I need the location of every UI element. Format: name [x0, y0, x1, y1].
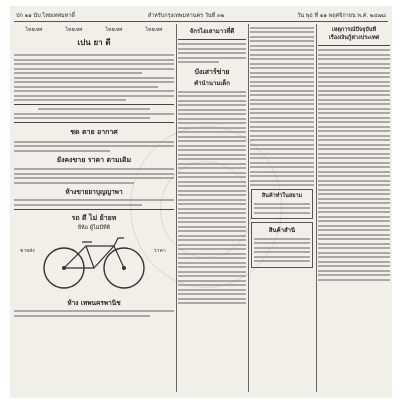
article-body — [250, 27, 314, 187]
bicycle-heading: รถ ดี ไม่ ย้ายท — [71, 212, 117, 222]
price-label: ไทยเทศ — [145, 27, 163, 33]
shop-text — [14, 199, 174, 206]
masthead-left: ปก ๒๑ นับ ไทยเทศมหาดิ์ — [16, 12, 75, 19]
bicycle-subheading: ยี่ห้อ ผู้ไม่มีที่ติ — [77, 224, 111, 231]
article-text — [178, 43, 246, 63]
ad-title: เปน ยา ดี — [77, 37, 111, 47]
bicycle-illustration — [14, 232, 174, 294]
ad-box-heading: สินค้าทำในสยาม — [261, 193, 303, 199]
shop-name: ห้างขายยาบุญญาพา — [65, 187, 123, 196]
sub-heading: ยังคงขาย ราคา ตามเดิม — [56, 154, 132, 164]
price-label: ไทยเทศ — [65, 27, 83, 33]
column-divider — [316, 24, 317, 392]
sub-text — [14, 168, 174, 184]
svg-text:ราคา: ราคา — [154, 247, 166, 254]
notice-text — [14, 108, 174, 119]
masthead-center: สำหรับกรุงเทพมหานคร วันที่ ๓๒ — [147, 12, 225, 19]
column-heading: เหตุการณ์ปัจจุบันที่ — [331, 27, 377, 33]
masthead-rule — [14, 21, 388, 22]
bicycle-text — [14, 310, 174, 317]
section-text — [14, 141, 174, 152]
column-4 — [318, 24, 390, 394]
column-3 — [250, 24, 314, 394]
article-subheading: คำนำนามเด็ก — [194, 80, 230, 87]
price-label: ไทยเทศ — [105, 27, 123, 33]
ad-body-text — [14, 54, 174, 101]
article-body — [318, 49, 390, 281]
column-heading: จักรไอเสามาวที่ดี — [189, 28, 235, 35]
masthead-right: วัน พุธ ที่ ๑๑ พฤศจิกายน พ.ศ. ๒๔๗๘ — [297, 12, 386, 19]
column-divider — [176, 24, 177, 392]
column-1 — [14, 24, 174, 394]
section-heading: ชด ตาย อากาศ — [70, 127, 118, 136]
svg-text:ขายส่ง: ขายส่ง — [20, 247, 35, 254]
ad-box — [251, 222, 313, 268]
ad-box-heading: สินค้าสำนิ — [268, 227, 296, 234]
price-label: ไทยเทศ — [25, 27, 43, 33]
masthead — [16, 11, 386, 20]
article-heading: บังเสาร์ข่าย — [194, 67, 230, 76]
bicycle-shop: ห้าง เทพนครพานิช — [67, 298, 121, 307]
column-divider — [248, 24, 249, 392]
newspaper-page — [10, 6, 392, 398]
ad-box — [251, 189, 313, 219]
price-label-row — [14, 26, 174, 34]
column-2 — [178, 24, 246, 394]
article-body — [178, 91, 246, 305]
column-subheading: เรื่องเงินกู้ต่างประเทศ — [328, 35, 380, 41]
